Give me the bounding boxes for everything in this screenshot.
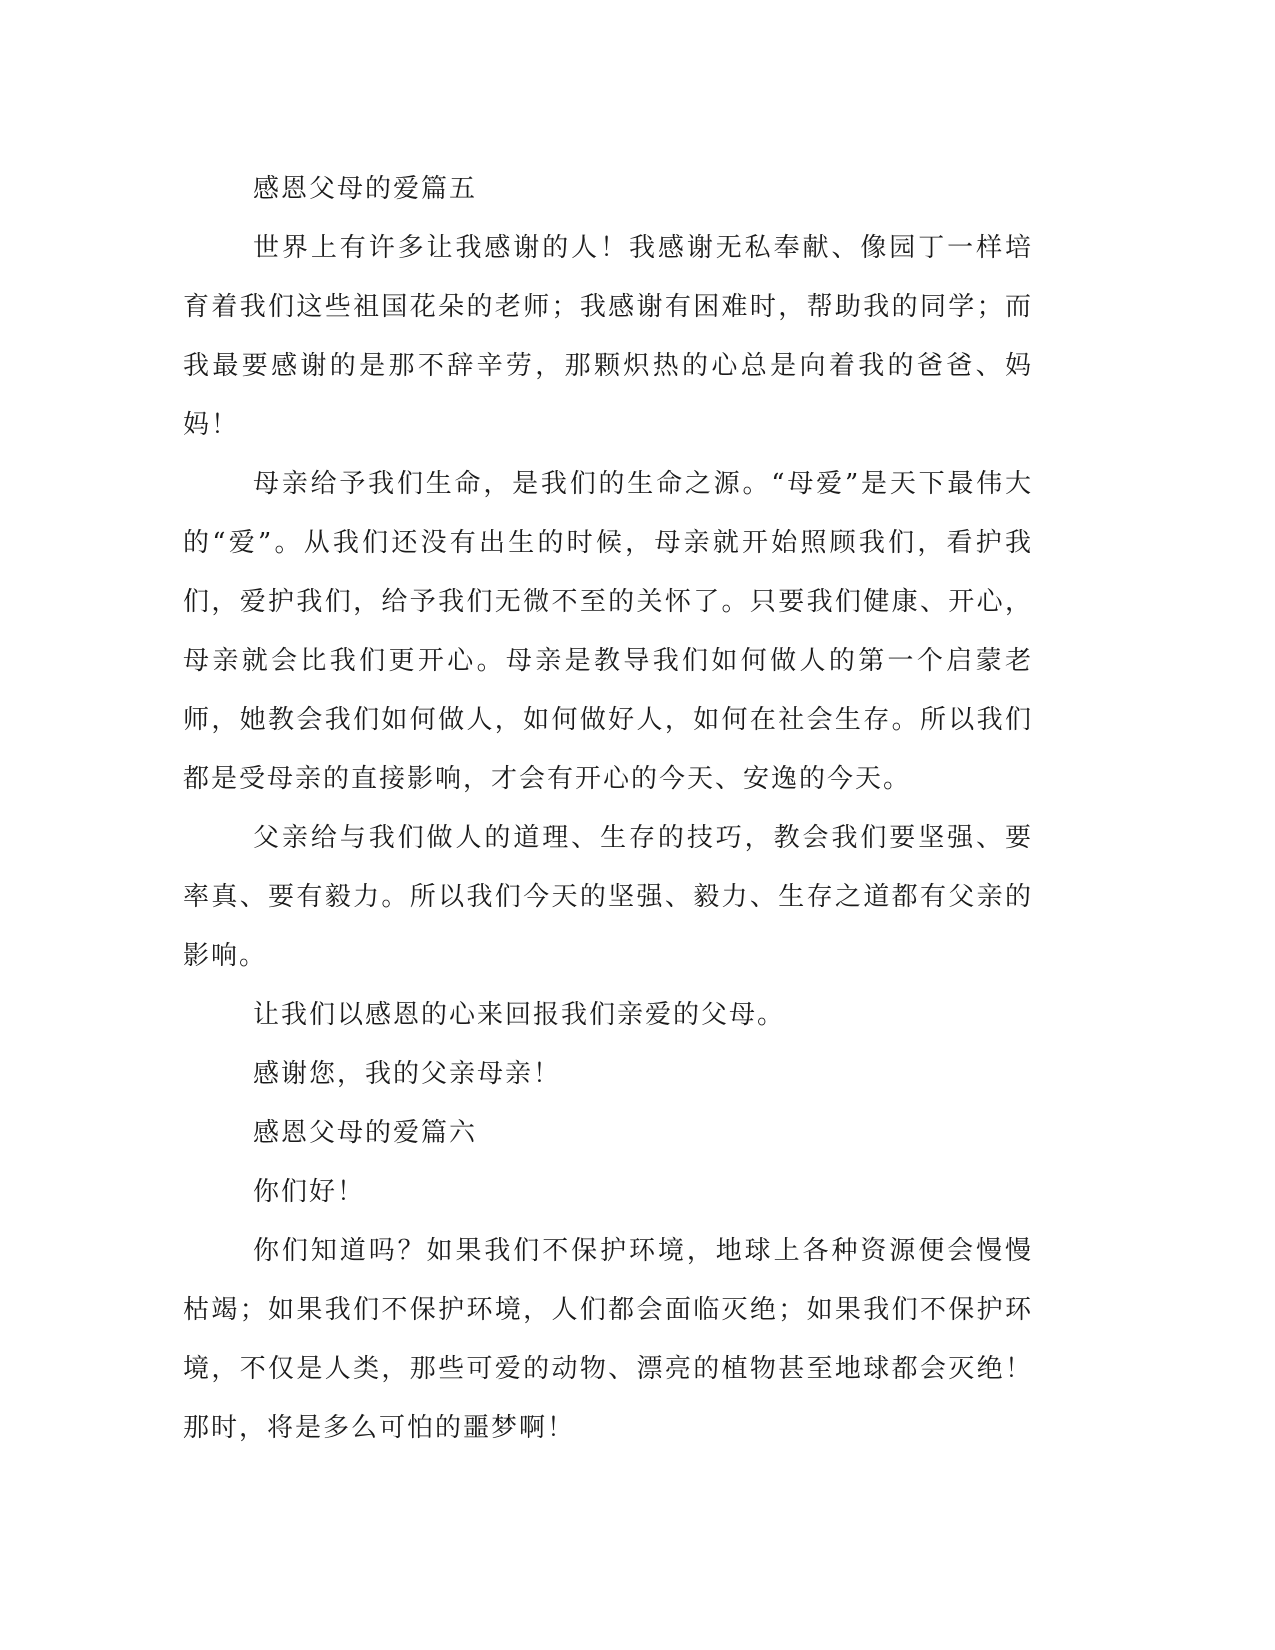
section-heading: 感恩父母的爱篇六 bbox=[253, 1118, 478, 1148]
paragraph: 世界上有许多让我感谢的人！我感谢无私奉献、像园丁一样培育着我们这些祖国花朵的老师；我感谢有困难时，帮助我的同学；而我最要感谢的是那不辞辛劳，那颗炽热的心总是向着我的爸爸、妈妈！ bbox=[183, 233, 1033, 440]
section-heading: 感恩父母的爱篇五 bbox=[253, 174, 478, 204]
paragraph: 让我们以感恩的心来回报我们亲爱的父母。 bbox=[253, 1000, 786, 1030]
paragraph: 你们知道吗？如果我们不保护环境，地球上各种资源便会慢慢枯竭；如果我们不保护环境，人们都会面临灭绝；如果我们不保护环境，不仅是人类，那些可爱的动物、漂亮的植物甚至地球都会灭绝！那时，将是多么可怕的噩梦啊！ bbox=[183, 1236, 1033, 1443]
document-body bbox=[183, 160, 1033, 1458]
paragraph: 你们好！ bbox=[253, 1177, 366, 1207]
paragraph: 父亲给与我们做人的道理、生存的技巧，教会我们要坚强、要率真、要有毅力。所以我们今天的坚强、毅力、生存之道都有父亲的影响。 bbox=[183, 823, 1033, 971]
paragraph: 感谢您，我的父亲母亲！ bbox=[253, 1059, 562, 1089]
paragraph: 母亲给予我们生命，是我们的生命之源。“母爱”是天下最伟大的“爱”。从我们还没有出生的时候，母亲就开始照顾我们，看护我们，爱护我们，给予我们无微不至的关怀了。只要我们健康、开心，母亲就会比我们更开心。母亲是教导我们如何做人的第一个启蒙老师，她教会我们如何做人，如何做好人，如何在社会生存。所以我们都是受母亲的直接影响，才会有开心的今天、安逸的今天。 bbox=[183, 469, 1033, 794]
